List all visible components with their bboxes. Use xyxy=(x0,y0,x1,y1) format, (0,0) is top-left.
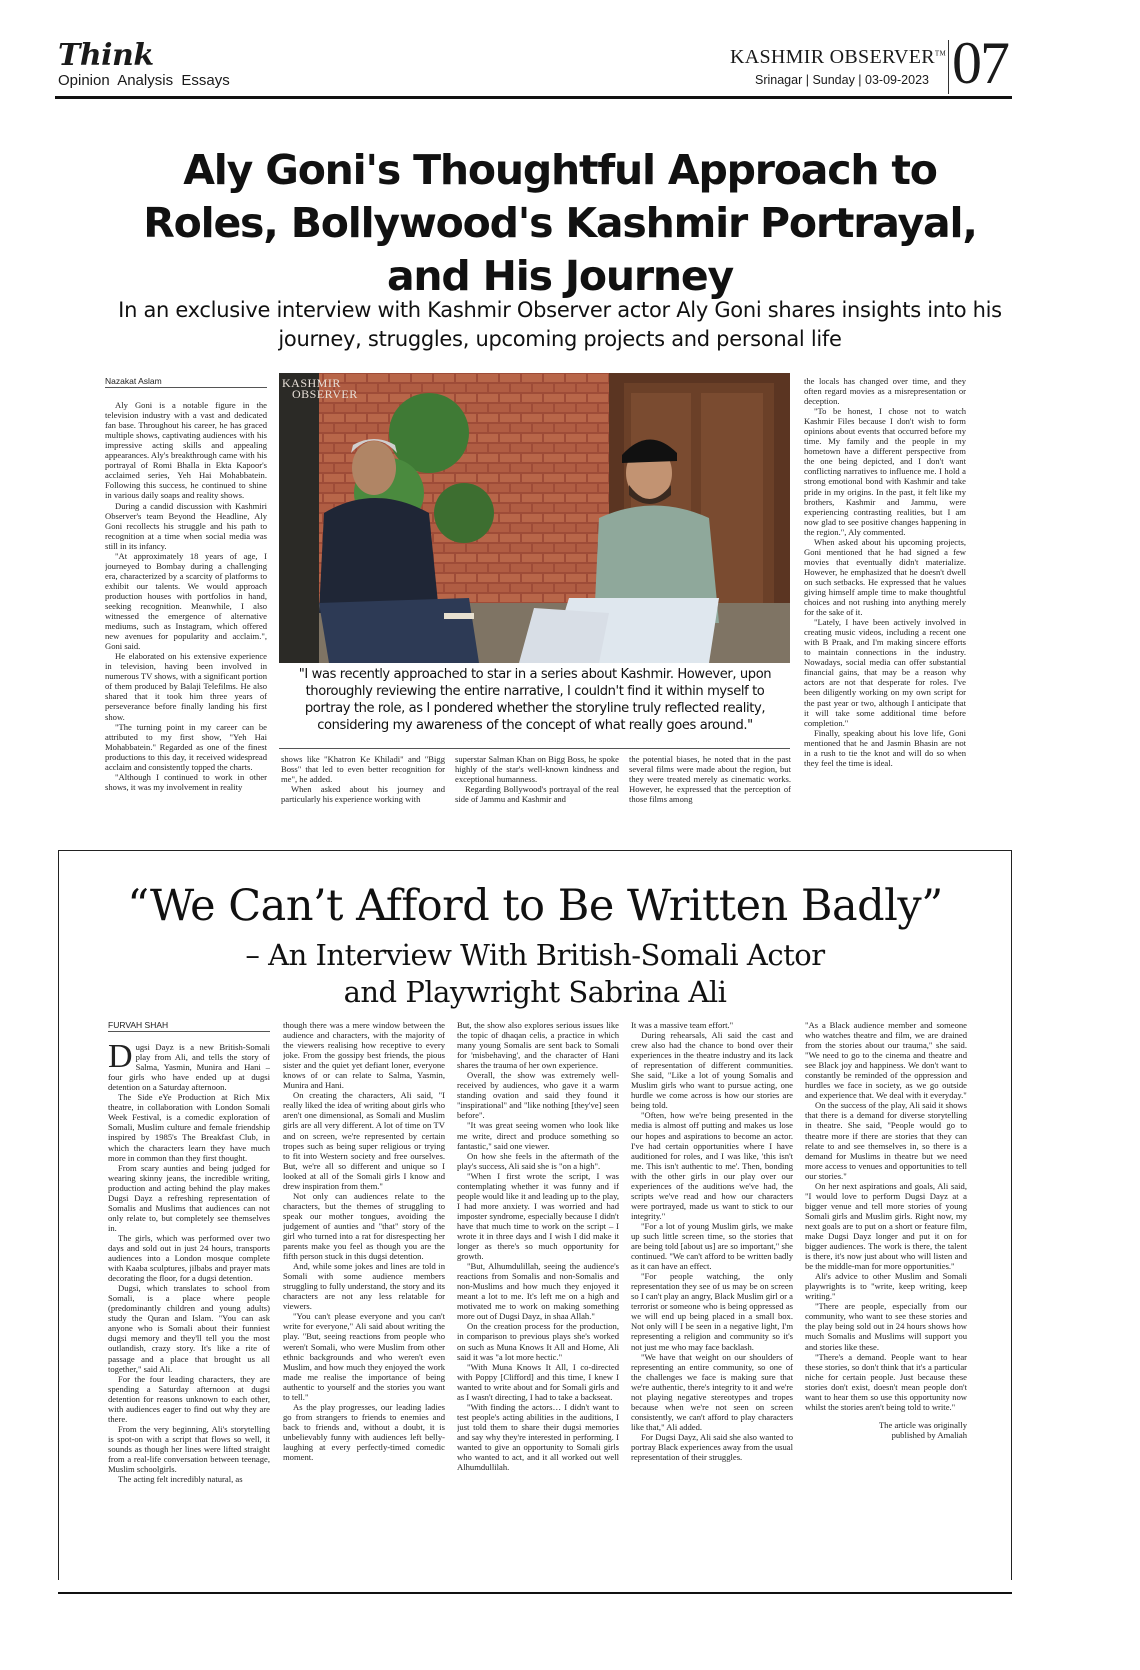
paragraph: "But, Alhumdulillah, seeing the audience's reactions from Somalis and non-Somalis and non-Muslims and how much they enjoyed it meant a lot to me. It's left me on a high and motivated me to work on making something more out of Dugsi Dayz, in shaa Allah." xyxy=(457,1261,619,1322)
pull-quote-rule xyxy=(279,748,790,749)
article1-column-4 xyxy=(629,754,791,806)
paragraph: shows like "Khatron Ke Khiladi" and "Bigg Boss" that led to even better recognition for me", he added. xyxy=(281,754,445,785)
paragraph-text: ugsi Dayz is a new British-Somali play from Ali, and tells the story of Salma, Yasmin, Munira and Hani – four girls who have ended up at dugsi detention on a Saturday afternoon. xyxy=(108,1042,270,1093)
paragraph: From scary aunties and being judged for wearing skinny jeans, the incredible writing, production and acting behind the play makes Dugsi Dayz a refreshing representation of Somalis and Muslims that audiences can not only relate to, but completely see themselves in. xyxy=(108,1162,270,1233)
paragraph: "There are people, especially from our community, who want to see these stories and the play being sold out in 24 hours shows how much Somalis and Muslims will support you and stories like these. xyxy=(805,1301,967,1352)
paragraph: "Lately, I have been actively involved in creating music videos, including a recent one with B Praak, and I'm making sincere efforts to maintain connections in the industry. Nowadays, social media can offer substantial financial gains, that may be a reason why actors are not that desperate for roles. I've been diligently working on my own script for the past year or two, although I anticipate that it will take some additional time before completion." xyxy=(804,617,966,728)
paragraph: On the creation process for the production, in comparison to previous plays she's worked on such as Muna Knows It All and Home, Ali said it was "a lot more hectic." xyxy=(457,1321,619,1362)
paragraph: On her next aspirations and goals, Ali said, "I would love to perform Dugsi Dayz at a bigger venue and tell more stories of young Somali girls and Muslim girls. Right now, my next goals are to put on a short or feature film, make Dugsi Dayz longer and put it on for bigger audiences. The work is there, the talent is there, it's now just about who will listen and be the middle-man for more opportunities." xyxy=(805,1180,967,1272)
article1-byline: Nazakat Aslam xyxy=(105,376,267,388)
article2-column-5 xyxy=(805,1020,967,1540)
paragraph: Finally, speaking about his love life, Goni mentioned that he and Jasmin Bhasin are not in a rush to tie the knot and will do so when they feel the time is ideal. xyxy=(804,727,966,768)
paragraph: "The turning point in my career can be attributed to my first show, "Yeh Hai Mohabbatein." Regarded as one of the finest productions to this day, it received widespread acclaim and consistently topped the charts. xyxy=(105,721,267,772)
article2-subhead-1: – An Interview With British-Somali Actor xyxy=(245,938,825,972)
paragraph: "As a Black audience member and someone who watches theatre and film, we are drained from the stories about our trauma," she said. "We need to go to the cinema and theatre and see Black joy and happiness. We don't want to constantly be reminded of the oppression and hurdles we face in society, as we go outside and experience that. We deal with it everyday." xyxy=(805,1020,967,1101)
drop-cap: D xyxy=(108,1038,133,1076)
article2-column-4 xyxy=(631,1020,793,1540)
paragraph: The acting felt incredibly natural, as xyxy=(118,1474,243,1485)
paragraph: Aly Goni is a notable figure in the television industry with a vast and dedicated fan base. Throughout his career, he has graced multiple shows, captivating audiences with his impressive acting skills and appealing appearances. Aly's breakthrough came with his portrayal of Romi Bhalla in Ekta Kapoor's acclaimed series, Yeh Hai Mohabbatein. Following this success, he continued to shine in various daily soaps and reality shows. xyxy=(105,400,267,501)
interview-photo xyxy=(279,373,790,663)
paragraph: And, while some jokes and lines are told in Somali with some audience members struggling to fully understand, the story and its characters are not any less relatable for viewers. xyxy=(283,1261,445,1312)
paragraph: Not only can audiences relate to the characters, but the themes of struggling to speak our mother tongues, avoiding the judgement of aunties and "that" story of the girl who turned into a rat for disrespecting her parents make you feel as though you are the fifth person stuck in this dugsi detention. xyxy=(283,1190,445,1262)
paragraph: On how she feels in the aftermath of the play's success, Ali said she is "on a high". xyxy=(457,1150,619,1171)
page-number: 07 xyxy=(952,30,1008,96)
paragraph: On creating the characters, Ali said, "I really liked the idea of writing about girls who aren't one dimensional, as Somali and Muslim girls are all very different. A lot of time on TV and on screen, we're represented by certain tropes such as being super religious or trying to fit into Western society and free ourselves. But, we're all so different and unique so I looked at all of the Somali girls I know and drew inspiration from them." xyxy=(283,1090,445,1191)
paragraph: During rehearsals, Ali said the cast and crew also had the chance to bond over their experiences in the theatre industry and its lack of representation of different communities. She said, "Like a lot of young Somalis and Muslim girls who want to pursue acting, one hurdle we come across is how our stories are being told. xyxy=(631,1030,793,1111)
article2-column-2 xyxy=(283,1020,445,1540)
paragraph: "Although I continued to work in other shows, it was my involvement in reality xyxy=(105,771,267,792)
paragraph xyxy=(108,1038,270,1093)
footer-rule xyxy=(58,1592,1012,1594)
paragraph: "With finding the actors… I didn't want to test people's acting abilities in the auditions, I just told them to share their dugsi memories and say why they're interested in performing. I wanted to give an opportunity to Somali girls who wanted to act, and it all worked out well Alhumdullilah. xyxy=(457,1401,619,1473)
article1-column-5 xyxy=(804,376,966,806)
paragraph: "For people watching, the only representation they see of us may be on screen so I can't play an angry, Black Muslim girl or a terrorist or someone who is being oppressed as we will end up being placed in a small box. Not only will I be seen in a negative light, I'm representing a religion and community so it's not just me who may face backlash. xyxy=(631,1271,793,1352)
paragraph: "For a lot of young Muslim girls, we make up such little screen time, so the stories that are being told [about us] are so important," she continued. "We can't afford to be written badly as it can have an effect. xyxy=(631,1220,793,1272)
paragraph: The Side eYe Production at Rich Mix theatre, in collaboration with London Somali Week Festival, is a comedic exploration of Somali, Muslim culture and female friendship inspired by 1985's The Breakfast Club, in which the characters learn they have much more in common than they first thought. xyxy=(108,1092,270,1163)
paragraph: During a candid discussion with Kashmiri Observer's team Beyond the Headline, Aly Goni recollects his struggle and his path to recognition at a time when social media was still in its infancy. xyxy=(105,500,267,551)
paragraph: Dugsi, which translates to school from Somali, is a place where people (predominantly children and young adults) study the Quran and Islam. "You can ask anyone who is Somali about their funniest dugsi memory and they'll tell you the most outlandish, crazy story. It's like a rite of passage and a place that brought us all together," said Ali. xyxy=(108,1283,270,1374)
paragraph: "There's a demand. People want to hear these stories, so don't think that it's a particular niche for certain people. Just because these stories don't exist, doesn't mean people don't want to hear them so use this opportunity now whilst the stories aren't being told to write." xyxy=(805,1351,967,1412)
trademark: TM xyxy=(934,49,947,58)
article2-headline: “We Can’t Afford to Be Written Badly” xyxy=(127,881,943,931)
article1-headline: Aly Goni's Thoughtful Approach to Roles, Bollywood's Kashmir Portrayal, and His Journey xyxy=(143,146,977,300)
paragraph: "Often, how we're being presented in the media is almost off putting and makes us lose our hopes and aspirations to become an actor. I've had certain opportunities where I have auditioned for roles, and I was like, 'this isn't me. This isn't authentic to me'. Then, bonding with the other girls in our play over our experiences of the auditions we've had, the scripts we've read and how our characters were portrayed, made us want to stick to our integrity." xyxy=(631,1110,793,1221)
article2-column-3 xyxy=(457,1020,619,1540)
article2-byline: FURVAH SHAH xyxy=(108,1020,270,1032)
masthead-name: KASHMIR OBSERVER xyxy=(730,46,935,68)
paragraph: As the play progresses, our leading ladies go from strangers to friends to enemies and back to friends and, without a doubt, it is unbelievably funny with audiences left belly-laughing at every perfectly-timed comedic moment. xyxy=(283,1401,445,1463)
paragraph: The girls, which was performed over two days and sold out in just 24 hours, transports audiences into a London mosque complete with Kaaba sculptures, jilbabs and prayer mats decorating the floor, for a dugsi detention. xyxy=(108,1232,270,1284)
paragraph: "We have that weight on our shoulders of representing an entire community, so one of the challenges we face is making sure that we're authentic, there's integrity to it and we're not playing negative stereotypes and tropes because when we're not seen on screen consistently, we can't afford to play characters like that," Ali added. xyxy=(631,1351,793,1432)
paragraph: the potential biases, he noted that in the past several films were made about the region, but they were treated merely as cinematic works. However, he expressed that the perception of those films among xyxy=(629,754,791,805)
paragraph: When asked about his upcoming projects, Goni mentioned that he had signed a few movies that eventually didn't materialize. However, he emphasized that he doesn't dwell on such setbacks. He expressed that he values giving himself ample time to make thoughtful choices and not rushing into anything merely for the sake of it. xyxy=(804,536,966,618)
paragraph: "It was great seeing women who look like me write, direct and produce something so fantastic," said one viewer. xyxy=(457,1120,619,1151)
paragraph: "To be honest, I chose not to watch Kashmir Files because I don't wish to form opinions about events that occurred before my time. My family and the people in my hometown have a different perspective from the one being depicted, and I don't want conflicting narratives to influence me. I hold a strong emotional bond with Kashmir and take pride in my origins. In the past, it felt like my brothers, Kashmir and Jammu, were experiencing contrasting realities, but I am now glad to see positive changes happening in the region.", Aly commented. xyxy=(804,406,966,537)
paragraph: superstar Salman Khan on Bigg Boss, he spoke highly of the star's well-known kindness and exceptional humanness. xyxy=(455,754,619,785)
paragraph: On the success of the play, Ali said it shows that there is a demand for diverse storytelling in theatre. She said, "People would go to theatre more if there are stories that they can relate to and see themselves in, so there is a demand for Muslims in theatre but we need more access to venues and opportunities to tell our stories." xyxy=(805,1100,967,1181)
paragraph: "At approximately 18 years of age, I journeyed to Bombay during a challenging era, characterized by a scarcity of platforms to exhibit our talents. We would approach production houses with portfolios in hand, seeking recognition. Meanwhile, I also witnessed the emergence of alternative mediums, such as Instagram, which offered new avenues for popularity and acclaim.", Goni said. xyxy=(105,550,267,652)
paragraph: But, the show also explores serious issues like the topic of dhaqan celis, a practice in which many young Somalis are sent back to Somali for 'misbehaving', and the character of Hani shares the trauma of her own experience. xyxy=(457,1020,619,1071)
credit-line-2: published by Amaliah xyxy=(891,1429,967,1440)
article2-subhead-2: and Playwright Sabrina Ali xyxy=(343,975,727,1009)
paragraph: the locals has changed over time, and they often regard movies as a misrepresentation or deception. xyxy=(804,376,966,407)
paragraph: "You can't please everyone and you can't write for everyone," Ali said about writing the play. "But, seeing reactions from people who weren't Somali, who were Muslim from other ethnic backgrounds and who weren't even Muslim, and how much they enjoyed the work made me realise the importance of being authentic to yourself and the stories you want to tell." xyxy=(283,1311,445,1402)
pull-quote: "I was recently approached to star in a series about Kashmir. However, upon thoroughly reviewing the entire narrative, I couldn't find it within myself to portray the role, as I pondered whether the storyline truly reflected reality, considering my awareness of the concept of what really goes around." xyxy=(298,667,772,733)
paragraph: It was a massive team effort." xyxy=(631,1020,734,1030)
article1-deck: In an exclusive interview with Kashmir Observer actor Aly Goni shares insights into his journey, struggles, upcoming projects and personal life xyxy=(118,298,1002,351)
interview-photo-illustration xyxy=(279,373,790,663)
article1-column-3 xyxy=(455,754,619,806)
paragraph: From the very beginning, Ali's storytelling is spot-on with a script that flows so well, it sounds as though her lines were lifted straight from a real-life conversation between teenage, Muslim schoolgirls. xyxy=(108,1423,270,1475)
article1-column-1 xyxy=(105,376,267,804)
masthead xyxy=(730,46,946,69)
dateline: Srinagar | Sunday | 03-09-2023 xyxy=(755,73,929,87)
section-subtitle: Opinion Analysis Essays xyxy=(58,72,230,89)
article1-column-2 xyxy=(281,754,445,806)
watermark-line-1: KASHMIR xyxy=(282,376,341,390)
watermark-line-2: OBSERVER xyxy=(292,387,358,401)
photo-watermark xyxy=(282,378,358,400)
paragraph: For Dugsi Dayz, Ali said she also wanted to portray Black experiences away from the usual representation of their struggles. xyxy=(631,1431,793,1463)
paragraph: When asked about his journey and particularly his experience working with xyxy=(281,784,445,805)
section-title: Think xyxy=(58,38,154,73)
paragraph: though there was a mere window between the audience and characters, with the majority of the viewers realising how receptive to every joke. From the gossipy best friends, the pious sister and the quiet yet defiant loner, everyone knows of or can relate to Salma, Yasmin, Munira and Hani. xyxy=(283,1020,445,1091)
paragraph: For the four leading characters, they are spending a Saturday afternoon at dugsi detention for reasons unknown to each other, with audiences eager to find out why they are there. xyxy=(108,1373,270,1424)
article2-column-1 xyxy=(108,1020,270,1540)
paragraph: Ali's advice to other Muslim and Somali playwrights is to "write, keep writing, keep writing." xyxy=(805,1271,967,1302)
paragraph: Overall, the show was extremely well-received by audiences, who gave it a warm standing ovation and said they found it "inspirational" and "like nothing [they've] seen before". xyxy=(457,1070,619,1121)
paragraph: "With Muna Knows It All, I co-directed with Poppy [Clifford] and this time, I knew I wanted to write about and for Somali girls and as I wasn't directing, I had to take a backseat. xyxy=(457,1361,619,1402)
credit-line-1: The article was originally xyxy=(878,1419,967,1430)
paragraph: Regarding Bollywood's portrayal of the real side of Jammu and Kashmir and xyxy=(455,784,619,805)
article-credit xyxy=(805,1420,967,1440)
paragraph: "When I first wrote the script, I was contemplating whether it was funny and if people would like it and leading up to the play, I had more anxiety. I was worried and had imposter syndrome, especially because I didn't have that much time to work on the script – I wrote it in three days and I wish I did make it longer as there's so much opportunity for growth. xyxy=(457,1170,619,1262)
header-rule xyxy=(55,96,1012,99)
masthead-divider xyxy=(948,40,949,94)
paragraph: He elaborated on his extensive experience in television, having been involved in numerous TV shows, with a significant portion of them produced by Balaji Telefilms. He also shared that it took him three years of perseverance before finally landing his first show. xyxy=(105,651,267,722)
